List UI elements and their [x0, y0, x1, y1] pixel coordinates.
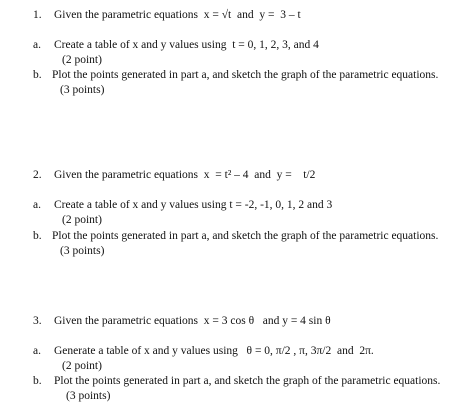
part-points: (2 point): [62, 360, 102, 372]
problem-number: 2.: [33, 169, 42, 181]
part-text: Generate a table of x and y values using θ = 0, π/2 , π, 3π/2 and 2π.: [54, 345, 374, 357]
part-text: Plot the points generated in part a, and sketch the graph of the parametric equations.: [52, 230, 439, 242]
part-label: b.: [33, 69, 42, 81]
part-text: Plot the points generated in part a, and sketch the graph of the parametric equations.: [54, 375, 441, 387]
part-text: Create a table of x and y values using t = -2, -1, 0, 1, 2 and 3: [54, 199, 333, 211]
part-label: a.: [33, 345, 41, 357]
part-label: a.: [33, 39, 41, 51]
part-points: (2 point): [62, 54, 102, 66]
part-points: (3 points): [66, 390, 111, 402]
part-text: Plot the points generated in part a, and sketch the graph of the parametric equations.: [52, 69, 439, 81]
part-label: a.: [33, 199, 41, 211]
part-text: Create a table of x and y values using t = 0, 1, 2, 3, and 4: [54, 39, 319, 51]
part-points: (2 point): [62, 214, 102, 226]
problem-question: Given the parametric equations x = t² – 4 and y = t/2: [54, 169, 316, 181]
problem-question: Given the parametric equations x = 3 cos θ and y = 4 sin θ: [54, 315, 331, 327]
part-points: (3 points): [60, 245, 105, 257]
part-label: b.: [33, 375, 42, 387]
problem-question: Given the parametric equations x = √t and y = 3 – t: [54, 9, 301, 21]
problem-number: 3.: [33, 315, 42, 327]
problem-number: 1.: [33, 9, 42, 21]
part-points: (3 points): [60, 84, 105, 96]
part-label: b.: [33, 230, 42, 242]
